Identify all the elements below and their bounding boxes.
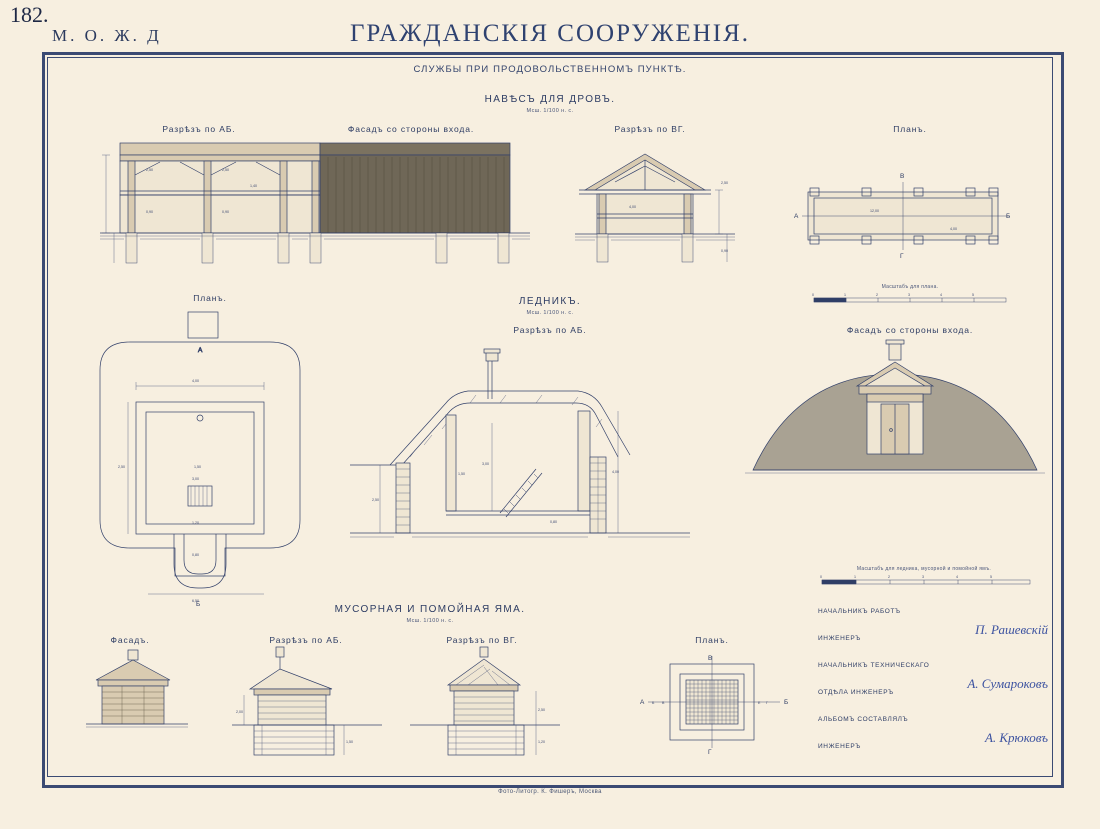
svg-text:0,80: 0,80: [192, 553, 199, 557]
svg-text:0,90: 0,90: [222, 210, 229, 214]
svg-text:4: 4: [940, 293, 942, 297]
pit-facade-drawing: [82, 648, 192, 738]
svg-text:Б: Б: [652, 701, 655, 705]
shed-scale: Мсш. 1/100 н. с.: [526, 108, 574, 114]
svg-text:0: 0: [812, 293, 814, 297]
icehouse-title: ЛЕДНИКЪ.: [518, 296, 582, 307]
svg-text:Г: Г: [766, 701, 768, 705]
svg-text:2,50: 2,50: [721, 181, 728, 185]
svg-text:1,50: 1,50: [458, 472, 465, 476]
signature-block: [818, 600, 1048, 762]
svg-text:3,00: 3,00: [482, 462, 489, 466]
svg-text:5: 5: [990, 575, 992, 579]
icehouse-view-label-plan: Планъ.: [193, 293, 227, 303]
pit-view-label-section-ab: Разрѣзъ по АБ.: [269, 635, 343, 645]
svg-text:1,50: 1,50: [194, 465, 201, 469]
shed-title: НАВѢСЪ ДЛЯ ДРОВЪ.: [484, 94, 616, 105]
pit-plan-drawing: [640, 650, 790, 760]
svg-text:3,00: 3,00: [192, 477, 199, 481]
shed-longitudinal-drawing: [100, 135, 530, 275]
icehouse-view-label-facade: Фасадъ со стороны входа.: [846, 325, 974, 335]
plate-subtitle: СЛУЖБЫ ПРИ ПРОДОВОЛЬСТВЕННОМЪ ПУНКТѢ.: [413, 64, 687, 75]
page-title: ГРАЖДАНСКІЯ СООРУЖЕНІЯ.: [349, 20, 751, 47]
shed-view-label-plan: Планъ.: [893, 124, 927, 134]
shed-view-label-section-vg: Разрѣзъ по ВГ.: [614, 124, 686, 134]
pit-title: МУСОРНАЯ И ПОМОЙНАЯ ЯМА.: [334, 604, 526, 615]
svg-text:4,00: 4,00: [629, 205, 636, 209]
svg-text:1,20: 1,20: [538, 740, 545, 744]
svg-text:4,00: 4,00: [950, 227, 957, 231]
signature-role: АЛЬБОМЪ СОСТАВЛЯЛЪ: [818, 716, 909, 723]
icehouse-plan-drawing: [88, 310, 338, 610]
svg-text:1: 1: [844, 293, 846, 297]
shed-view-label-facade: Фасадъ со стороны входа.: [347, 124, 475, 134]
pit-view-label-section-vg: Разрѣзъ по ВГ.: [446, 635, 518, 645]
signature-row: [818, 676, 1048, 708]
pit-section-ab-drawing: [232, 645, 382, 765]
svg-text:2,00: 2,00: [236, 710, 243, 714]
icehouse-view-label-section-ab: Разрѣзъ по АБ.: [513, 325, 587, 335]
svg-text:0: 0: [820, 575, 822, 579]
svg-text:Е: Е: [758, 701, 761, 705]
svg-text:А: А: [198, 347, 203, 354]
signature-name: А. Крюковъ: [984, 730, 1048, 745]
signature-role: ОТДѢЛА ИНЖЕНЕРЪ: [818, 689, 894, 696]
icehouse-scale-bar: [818, 574, 1038, 592]
svg-text:Г: Г: [708, 749, 712, 756]
icehouse-scale-caption: Масштабъ для ледника, мусорной и помойной ямъ.: [856, 566, 992, 572]
shed-cross-section-drawing: [575, 148, 735, 273]
svg-text:12,00: 12,00: [870, 209, 879, 213]
signature-name: А. Сумароковъ: [967, 676, 1048, 691]
icehouse-scale: Мсш. 1/100 н. с.: [526, 310, 574, 316]
shed-plan-scale-caption: Масштабъ для плана.: [881, 284, 939, 290]
svg-text:Б: Б: [196, 601, 201, 608]
svg-text:2,50: 2,50: [118, 465, 125, 469]
svg-text:А: А: [794, 213, 799, 220]
signature-row: [818, 730, 1048, 762]
plate-number: 182.: [10, 2, 49, 27]
icehouse-facade-drawing: [745, 340, 1045, 485]
printer-imprint: Фото-Литогр. К. Фишеръ, Москва: [498, 789, 602, 795]
svg-text:Г: Г: [900, 253, 904, 260]
svg-text:2: 2: [888, 575, 890, 579]
svg-text:2,50: 2,50: [538, 708, 545, 712]
svg-text:2,50: 2,50: [222, 168, 229, 172]
svg-text:4,00: 4,00: [612, 470, 619, 474]
svg-text:2,50: 2,50: [146, 168, 153, 172]
signature-role: НАЧАЛЬНИКЪ ТЕХНИЧЕСКАГО: [818, 662, 930, 669]
signature-role: ИНЖЕНЕРЪ: [818, 635, 862, 642]
svg-text:Б: Б: [784, 699, 789, 706]
pit-view-label-plan: Планъ.: [695, 635, 729, 645]
shed-plan-scale-bar: [810, 292, 1010, 310]
signature-role: ИНЖЕНЕРЪ: [818, 743, 862, 750]
signature-row: [818, 622, 1048, 654]
svg-text:6,50: 6,50: [192, 599, 199, 603]
svg-text:1: 1: [854, 575, 856, 579]
svg-text:3: 3: [908, 293, 910, 297]
svg-text:2: 2: [876, 293, 878, 297]
icehouse-section-drawing: [350, 345, 690, 560]
svg-text:0,90: 0,90: [721, 249, 728, 253]
svg-text:В: В: [900, 173, 905, 180]
svg-text:0,80: 0,80: [550, 520, 557, 524]
pit-view-label-facade: Фасадъ.: [110, 635, 150, 645]
svg-text:4: 4: [956, 575, 958, 579]
svg-text:Б: Б: [1006, 213, 1011, 220]
svg-text:0,90: 0,90: [146, 210, 153, 214]
svg-text:1,20: 1,20: [192, 521, 199, 525]
railway-society-label: М. О. Ж. Д: [52, 26, 162, 45]
signature-role: НАЧАЛЬНИКЪ РАБОТЪ: [818, 608, 901, 615]
svg-text:3: 3: [922, 575, 924, 579]
svg-text:5: 5: [972, 293, 974, 297]
svg-text:2,50: 2,50: [372, 498, 379, 502]
svg-text:4,00: 4,00: [192, 379, 199, 383]
svg-text:1,40: 1,40: [250, 184, 257, 188]
pit-scale: Мсш. 1/100 н. с.: [406, 618, 454, 624]
svg-text:В: В: [708, 655, 713, 662]
pit-section-vg-drawing: [410, 645, 560, 765]
signature-name: П. Рашевскій: [975, 622, 1048, 637]
svg-text:1,50: 1,50: [346, 740, 353, 744]
svg-text:А: А: [640, 699, 645, 706]
shed-view-label-section-ab: Разрѣзъ по АБ.: [162, 124, 236, 134]
shed-plan-drawing: [794, 170, 1020, 260]
svg-text:В: В: [662, 701, 665, 705]
